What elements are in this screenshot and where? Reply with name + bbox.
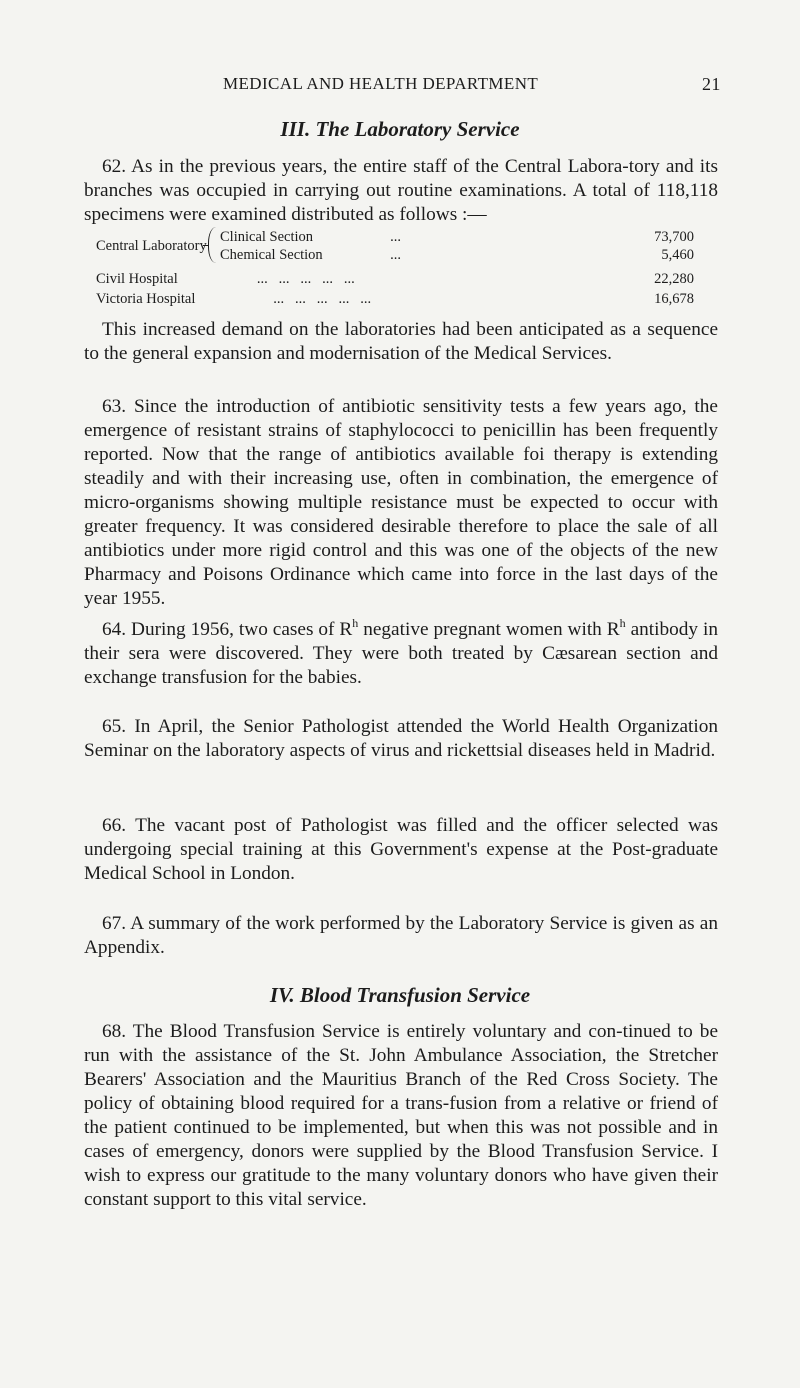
leader-dots: ... ... ... ... ... xyxy=(246,271,355,287)
paragraph-62-continued xyxy=(84,318,718,366)
page-number: 21 xyxy=(702,74,721,94)
paragraph-66 xyxy=(84,814,718,886)
paragraph-64-part: 64. During 1956, two cases of R xyxy=(102,619,353,640)
row-value: 16,678 xyxy=(654,291,694,307)
paragraph-65 xyxy=(84,715,718,763)
table-row xyxy=(96,290,701,308)
section-title: Blood Transfusion Service xyxy=(299,983,531,1007)
section-numeral: IV. xyxy=(269,983,295,1007)
row-label: Victoria Hospital xyxy=(96,291,196,307)
section-numeral: III. xyxy=(280,117,311,141)
table-row xyxy=(96,270,701,288)
row-value: 22,280 xyxy=(654,271,694,287)
leader-dots: ... ... ... ... ... xyxy=(266,291,372,307)
paragraph-64-part: negative pregnant women with R xyxy=(358,619,620,640)
row-label: Chemical Section xyxy=(220,247,323,263)
row-label: Clinical Section xyxy=(220,229,314,245)
row-value: 5,460 xyxy=(661,247,694,263)
table-row xyxy=(96,228,701,246)
section-heading-laboratory xyxy=(0,117,800,142)
central-laboratory-label: Central Laboratory xyxy=(96,238,207,254)
paragraph-67 xyxy=(84,912,718,960)
paragraph-63-text: 63. Since the introduction of antibiotic sensitivity tests a few years ago, the emergence of resistant strains of staphylococci to penicillin has been frequently reported. Now that the range of antibiotics available foi therapy is extending steadily and with their increasing use, often in combination, the emergence of micro-organisms showing multiple resistance must be expected to occur with greater frequency. It was considered desirable therefore to place the sale of all antibiotics under more rigid control and this was one of the objects of the new Pharmacy and Poisons Ordinance which came into force in the last days of the year 1955. xyxy=(84,396,718,609)
paragraph-62b-text: This increased demand on the laboratories had been anticipated as a sequence to the general expansion and modernisation of the Medical Services. xyxy=(84,319,718,364)
rh-superscript: h xyxy=(619,615,626,630)
section-heading-blood-transfusion xyxy=(0,983,800,1008)
paragraph-66-text: 66. The vacant post of Pathologist was filled and the officer selected was undergoing special training at this Government's expense at the Post-graduate Medical School in London. xyxy=(84,815,718,884)
leader-dots: ... xyxy=(372,247,401,263)
paragraph-62 xyxy=(84,155,718,227)
rh-superscript: h xyxy=(352,615,359,630)
running-title: MEDICAL AND HEALTH DEPARTMENT xyxy=(223,74,539,93)
paragraph-64 xyxy=(84,615,718,690)
section-title: The Laboratory Service xyxy=(315,117,520,141)
paragraph-68 xyxy=(84,1020,718,1212)
paragraph-64-part: antibody in their sera were discovered. They were both treated by Cæsarean section and exchange transfusion for the babies. xyxy=(84,619,718,688)
paragraph-65-text: 65. In April, the Senior Pathologist attended the World Health Organization Seminar on the laboratory aspects of virus and rickettsial diseases held in Madrid. xyxy=(84,716,718,761)
table-row xyxy=(96,246,701,264)
leader-dots: ... xyxy=(372,229,401,245)
paragraph-63 xyxy=(84,395,718,611)
paragraph-68-text: 68. The Blood Transfusion Service is entirely voluntary and con-tinued to be run with the assistance of the St. John Ambulance Association, the Stretcher Bearers' Association and the Mauritius Branch of the Red Cross Society. The policy of obtaining blood required for a trans-fusion from a relative or friend of the patient continued to be implemented, but when this was not possible and in cases of emergency, donors were supplied by the Blood Transfusion Service. I wish to express our gratitude to the many voluntary donors who have given their constant support to this vital service. xyxy=(84,1021,718,1210)
row-value: 73,700 xyxy=(654,229,694,245)
paragraph-67-text: 67. A summary of the work performed by the Laboratory Service is given as an Appendix. xyxy=(84,913,718,958)
paragraph-62-text: 62. As in the previous years, the entire staff of the Central Labora-tory and its branches was occupied in carrying out routine examinations. A total of 118,118 specimens were examined distributed as follows :— xyxy=(84,156,718,225)
row-label: Civil Hospital xyxy=(96,271,178,287)
